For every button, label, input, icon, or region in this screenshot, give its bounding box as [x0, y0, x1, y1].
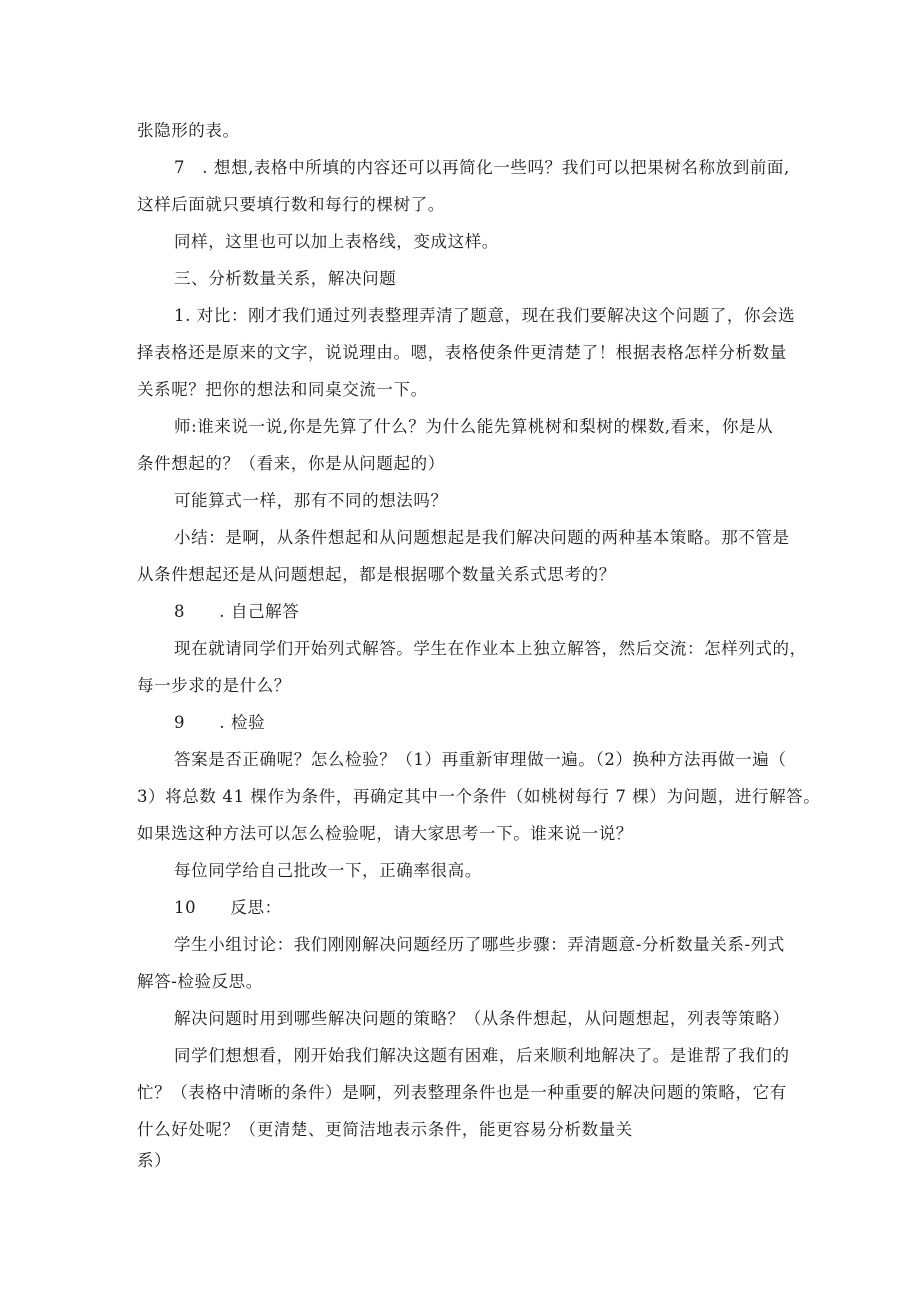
text-line: 小结：是啊，从条件想起和从问题想起是我们解决问题的两种基本策略。那不管是: [174, 528, 790, 547]
text-line: 每位同学给自己批改一下，正确率很高。: [174, 861, 482, 880]
text-line: 同样，这里也可以加上表格线，变成这样。: [174, 232, 499, 251]
text-line: 忙？（表格中清晰的条件）是啊，列表整理条件也是一种重要的解决问题的策略，它有: [137, 1083, 787, 1102]
text-line: 张隐形的表。: [137, 121, 240, 140]
text-line: 1. 对比：刚才我们通过列表整理弄清了题意，现在我们要解决这个问题了，你会选: [174, 306, 796, 325]
text-line: 这样后面就只要填行数和每行的棵树了。: [137, 195, 445, 214]
text-line: 7 . 想想,表格中所填的内容还可以再简化一些吗？我们可以把果树名称放到前面,: [174, 158, 790, 177]
text-line: 同学们想想看，刚开始我们解决这题有困难，后来顺利地解决了。是谁帮了我们的: [174, 1046, 790, 1065]
text-line: 解决问题时用到哪些解决问题的策略？（从条件想起，从问题想起，列表等策略）: [174, 1009, 790, 1028]
text-line: 条件想起的？（看来，你是从问题起的）: [137, 454, 445, 473]
step-heading: 9 . 检验: [174, 713, 266, 732]
step-heading: 8 . 自己解答: [174, 602, 300, 621]
section-heading: 三、分析数量关系，解决问题: [174, 269, 397, 288]
text-line: 3）将总数 41 棵作为条件，再确定其中一个条件（如桃树每行 7 棵）为问题，进行解答。: [137, 787, 821, 806]
text-line: 现在就请同学们开始列式解答。学生在作业本上独立解答，然后交流：怎样列式的，: [174, 639, 807, 658]
text-line: 每一步求的是什么？: [137, 676, 291, 695]
text-line: 关系呢？把你的想法和同桌交流一下。: [137, 380, 428, 399]
text-line: 师:谁来说一说,你是先算了什么？为什么能先算桃树和梨树的棵数,看来，你是从: [174, 417, 774, 436]
text-line: 如果选这种方法可以怎么检验呢，请大家思考一下。谁来说一说？: [137, 824, 633, 843]
text-line: 解答-检验反思。: [137, 972, 263, 991]
step-heading: 10 反思：: [174, 898, 282, 917]
text-line: 择表格还是原来的文字，说说理由。嗯，表格使条件更清楚了！根据表格怎样分析数量: [137, 343, 787, 362]
text-line: 系）: [137, 1151, 172, 1170]
text-line: 可能算式一样，那有不同的想法吗？: [174, 491, 448, 510]
text-line: 答案是否正确呢？怎么检验？（1）再重新审理做一遍。（2）换种方法再做一遍（: [174, 750, 787, 769]
text-line: 学生小组讨论：我们刚刚解决问题经历了哪些步骤：弄清题意-分析数量关系-列式: [174, 935, 785, 954]
text-line: 从条件想起还是从问题想起，都是根据哪个数量关系式思考的？: [137, 565, 616, 584]
text-line: 什么好处呢？（更清楚、更简洁地表示条件，能更容易分析数量关: [137, 1120, 633, 1139]
